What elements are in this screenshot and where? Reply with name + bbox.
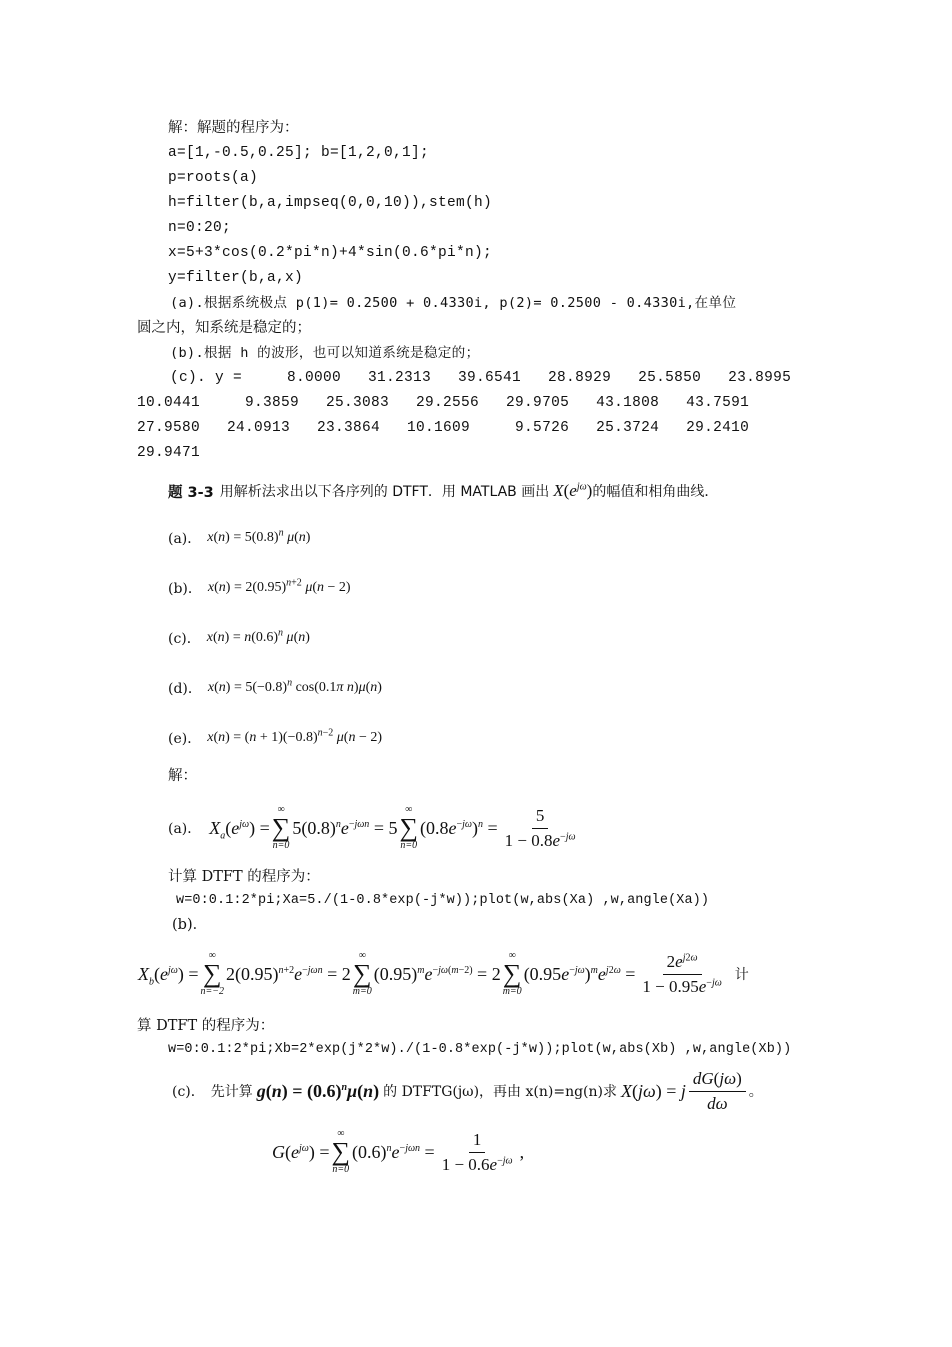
- item-c: (c)． $x(n) = n(0.6)^n$ μ(n): [168, 627, 310, 647]
- item-d: (d)． $x(n) = 5(-0.8)^n$ cos(0.1π n)μ(n): [168, 677, 382, 697]
- code-line-4: n=0:20;: [168, 220, 232, 236]
- answer-c-label: (c)．: [172, 1084, 205, 1100]
- problem-formula: $X(e^{j\omega})$: [553, 481, 593, 500]
- solution-intro: 解：解题的程序为：: [168, 120, 299, 136]
- problem-suffix: 的幅值和相角曲线．: [592, 484, 719, 500]
- item-b-label: (b)．: [168, 581, 202, 597]
- answer-b-code: w=0:0.1:2*pi;Xb=2*exp(j*2*w)./(1-0.8*exp(-j*w));plot(w,abs(Xb) ,w,angle(Xb)): [168, 1042, 792, 1057]
- solve-label: 解：: [168, 768, 197, 784]
- item-b: (b)． $x(n) = 2(0.95)^{n+2}$ μ(n − 2): [168, 577, 351, 597]
- item-c-label: (c)．: [168, 631, 201, 647]
- item-e: (e)． $x(n) = (n + 1)(-0.8)^{n-2}$ μ(n − 2): [168, 727, 383, 747]
- answer-b-tail: 计: [734, 967, 749, 983]
- part-a-line-2: 圆之内，知系统是稳定的；: [137, 320, 311, 336]
- part-c-line-1: (c). y = 8.0000 31.2313 39.6541 28.8929 25.5850 23.8995: [170, 370, 792, 386]
- formula-g: $G(e^{j\omega})$ = ∞ ∑ n=0 $(0.6)^ne^{-j\omega n}$ = $\frac{1}{1 - 0.6e^{-j\omega}}$ ,: [272, 1128, 525, 1175]
- formula-b: $X_b(e^{j\omega})$ = ∞ ∑ n=−2 $2(0.95)^{n+2}e^{-j\omega n} = 2$ ∞ ∑ m=0 $(0.95)^me^{-j\omega(m-2)} = 2$ ∞ ∑ m=0 $(0.95e^{-j\omega})^me^{j2\omega}$ = $\frac{2e^{j2\omega}}{1 - 0.95e^{-j\omega}}$ 计: [138, 950, 749, 997]
- part-c-line-4: 29.9471: [137, 445, 201, 461]
- answer-b-label: (b)．: [172, 917, 208, 933]
- answer-c-text2: 的 DTFTG(jω)，再由 x(n)=ng(n)求: [383, 1084, 617, 1100]
- code-line-5: x=5+3*cos(0.2*pi*n)+4*sin(0.6*pi*n);: [168, 245, 493, 261]
- problem-title: [168, 478, 718, 504]
- answer-a-label: (a)．: [168, 821, 202, 837]
- answer-c-line: (c)． 先计算 $g(n) = (0.6)^n\mu(n)$ 的 DTFTG(jω)，再由 x(n)=ng(n)求 X(jω) = j $\frac{dG(j\omega)}{d\omega}$ 。: [172, 1068, 763, 1113]
- part-c-line-3: 27.9580 24.0913 23.3864 10.1609 9.5726 25.3724 29.2410: [137, 420, 750, 436]
- problem-number: 题 3-3: [168, 484, 214, 501]
- answer-a-prog-intro: 计算 DTFT 的程序为：: [168, 869, 320, 885]
- item-a-label: (a)．: [168, 531, 202, 547]
- item-e-label: (e)．: [168, 731, 202, 747]
- code-line-2: p=roots(a): [168, 170, 259, 186]
- code-line-1: a=[1,-0.5,0.25]; b=[1,2,0,1];: [168, 145, 430, 161]
- part-c-line-2: 10.0441 9.3859 25.3083 29.2556 29.9705 43.1808 43.7591: [137, 395, 750, 411]
- problem-text: 用解析法求出以下各序列的 DTFT．用 MATLAB 画出: [219, 484, 550, 500]
- item-a: (a)． $x(n) = 5(0.8)^n$ μ(n): [168, 527, 311, 547]
- part-a-line-1: (a).根据系统极点 p(1)= 0.2500 + 0.4330i, p(2)= 0.2500 - 0.4330i,在单位: [170, 295, 737, 311]
- formula-a: (a)． $X_a(e^{j\omega})$ = ∞ ∑ n=0 $5(0.8)^ne^{-j\omega n} = 5$ ∞ ∑ n=0 $(0.8e^{-j\omega})^n$ = $\frac{5}{1 - 0.8e^{-j\omega}}$: [168, 804, 576, 851]
- code-line-6: y=filter(b,a,x): [168, 270, 304, 286]
- answer-c-end: 。: [748, 1084, 763, 1100]
- item-d-label: (d)．: [168, 681, 202, 697]
- answer-b-prog-intro: 算 DTFT 的程序为：: [137, 1018, 275, 1034]
- code-line-3: h=filter(b,a,impseq(0,0,10)),stem(h): [168, 195, 493, 211]
- part-b-text: (b).根据 h 的波形，也可以知道系统是稳定的；: [170, 345, 480, 361]
- answer-c-text1: 先计算: [210, 1084, 253, 1100]
- answer-a-code: w=0:0.1:2*pi;Xa=5./(1-0.8*exp(-j*w));plot(w,abs(Xa) ,w,angle(Xa)): [176, 893, 710, 908]
